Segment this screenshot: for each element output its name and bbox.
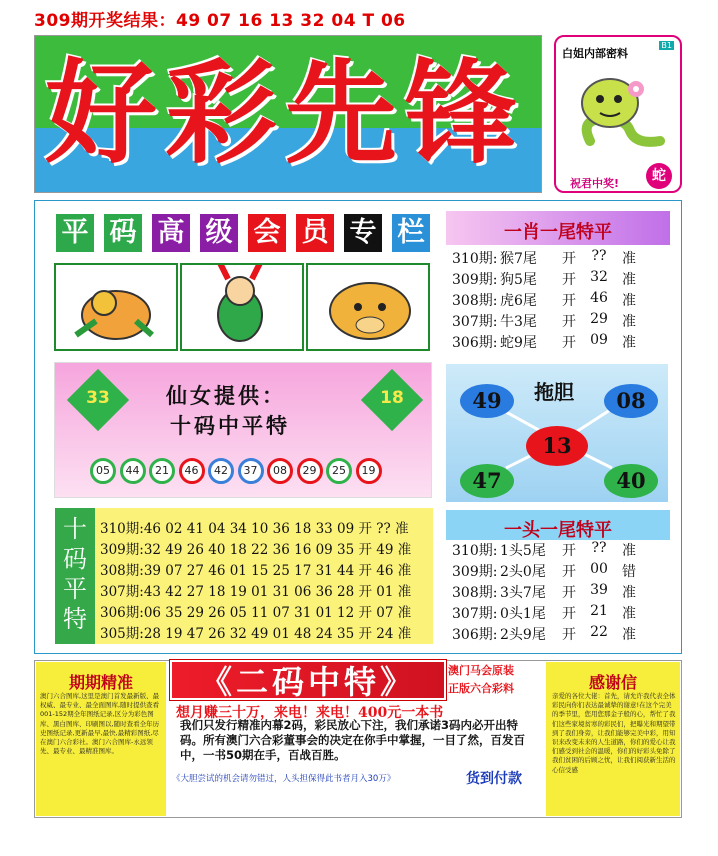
book-body: 我们只发行精准内幕2码，彩民放心下注，我们承诺3码内必开出特码。所有澳门六合彩董事会的决定在你手中掌握，一目了然，百发百中，一书50期在手，百战百胜。 <box>180 718 525 762</box>
row-pick: 2头0尾 <box>500 564 546 580</box>
row-kai: 开 <box>562 606 576 622</box>
left-box-text: 澳门六合图库,这里是澳门首发最新版、最权威、最专业、最全面图库,随时提供查看001-152期全年图纸记录,区分为彩色图库、黑白图库、印刷图以,随时查看全年历史图纸记录,更新最早,最快,最精彩图纸,尽在澳门六合彩社。澳门六合图库-永远领先、最专业、最精准图库。 <box>40 692 160 756</box>
ball-bottom-right: 40 <box>604 464 658 498</box>
side-wish: 祝君中奖! <box>570 177 620 190</box>
row-issue: 308期: <box>452 293 498 309</box>
row-number: 39 <box>590 582 608 598</box>
right-box-text: 亲爱的各位大佬：首先，请允许我代表全体彩民向你们表达最诚挚的谢意!在这个完美的季节里，您用您那金子般的心，帮忙了我们这些家境贫寒的彩民们，把曝光和期望带到了我们身旁，让我们能够完美中彩，用知识来改变未来的人生道路，你们的爱心让我们感受到社会的温暖，你们的好彩头免除了我们贫困的后顾之忧，让我们阅获新生活的心信受感 <box>552 692 676 774</box>
ox-illustration <box>306 263 430 351</box>
row-number: ?? <box>591 540 607 556</box>
book-sub-1: 澳门马会原装 <box>448 664 514 677</box>
row-pick: 3头7尾 <box>500 585 546 601</box>
cash-on-delivery: 货到付款 <box>466 771 522 787</box>
vip-tile: 平 <box>56 214 94 252</box>
vip-tile: 栏 <box>392 214 430 252</box>
row-issue: 306期: <box>452 335 498 351</box>
panel-title: 一肖一尾特平 <box>504 222 612 243</box>
book-title: 《二码中特》 <box>170 660 446 700</box>
row-kai: 开 <box>562 543 576 559</box>
ox-icon <box>308 265 428 349</box>
row-number: 00 <box>590 561 608 577</box>
row-kai: 开 <box>562 585 576 601</box>
row-pick: 1头5尾 <box>500 543 546 559</box>
number-ball: 05 <box>90 458 116 484</box>
number-ball: 08 <box>267 458 293 484</box>
vip-tile: 员 <box>296 214 334 252</box>
row-result: 错 <box>622 564 636 580</box>
row-kai: 开 <box>562 335 576 351</box>
fairy-line-2: 十码中平特 <box>170 413 290 438</box>
ten-code-row: 306期:06 35 29 26 05 11 07 31 01 12 开 07 准 <box>100 605 412 621</box>
side-char: 十 <box>63 515 87 543</box>
row-pick: 0头1尾 <box>500 606 546 622</box>
book-foot: 《大胆尝试的机会请勿错过，人头担保得此书者月入30万》 <box>172 774 396 784</box>
ten-codes-label <box>55 508 95 644</box>
row-kai: 开 <box>562 293 576 309</box>
draw-result-header: 309期开奖结果：49 07 16 13 32 04 T 06 <box>34 11 406 31</box>
row-result: 准 <box>622 293 636 309</box>
side-char: 特 <box>63 605 87 633</box>
row-kai: 开 <box>562 272 576 288</box>
row-result: 准 <box>622 606 636 622</box>
side-char: 码 <box>63 545 87 573</box>
ten-code-row: 305期:28 19 47 26 32 49 01 48 24 35 开 24 准 <box>100 626 412 642</box>
row-number: ?? <box>591 248 607 264</box>
side-label: 白姐内部密料 <box>562 47 628 60</box>
fairy-line-1: 仙女提供： <box>166 383 286 408</box>
number-ball: 42 <box>208 458 234 484</box>
row-pick: 2头9尾 <box>500 627 546 643</box>
row-number: 09 <box>590 332 608 348</box>
number-ball: 46 <box>179 458 205 484</box>
row-result: 准 <box>622 627 636 643</box>
row-result: 准 <box>622 251 636 267</box>
ball-top-left: 49 <box>460 384 514 418</box>
banner-title: 好彩先锋 <box>45 48 525 179</box>
right-box-title: 感谢信 <box>588 673 637 692</box>
number-ball: 29 <box>297 458 323 484</box>
ball-top-right: 08 <box>604 384 658 418</box>
side-tag: B1 <box>661 41 672 50</box>
row-kai: 开 <box>562 251 576 267</box>
diamond-left-number: 33 <box>86 388 110 408</box>
row-pick: 蛇9尾 <box>500 335 537 351</box>
row-number: 32 <box>590 269 608 285</box>
row-kai: 开 <box>562 314 576 330</box>
ten-code-row: 308期:39 07 27 46 01 15 25 17 31 44 开 46 准 <box>100 563 412 579</box>
row-result: 准 <box>622 335 636 351</box>
vip-tile: 专 <box>344 214 382 252</box>
row-issue: 310期: <box>452 543 498 559</box>
number-ball: 19 <box>356 458 382 484</box>
ball-center: 13 <box>526 426 588 466</box>
row-issue: 308期: <box>452 585 498 601</box>
row-issue: 310期: <box>452 251 498 267</box>
row-pick: 牛3尾 <box>500 314 537 330</box>
left-box-title: 期期精准 <box>68 673 133 692</box>
vip-tile: 会 <box>248 214 286 252</box>
side-char: 平 <box>63 575 87 603</box>
row-kai: 开 <box>562 564 576 580</box>
row-result: 准 <box>622 543 636 559</box>
book-sub-2: 正版六合彩料 <box>448 682 514 695</box>
dragon-illustration <box>54 263 178 351</box>
row-issue: 309期: <box>452 272 498 288</box>
number-ball: 44 <box>120 458 146 484</box>
ten-code-row: 309期:32 49 26 40 18 22 36 16 09 35 开 49 准 <box>100 542 412 558</box>
tuodan-title: 拖胆 <box>534 380 574 404</box>
number-ball: 25 <box>326 458 352 484</box>
vip-tile: 高 <box>152 214 190 252</box>
row-pick: 狗5尾 <box>500 272 537 288</box>
row-kai: 开 <box>562 627 576 643</box>
ten-code-row: 307期:43 42 27 18 19 01 31 06 36 28 开 01 准 <box>100 584 412 600</box>
number-ball: 21 <box>149 458 175 484</box>
row-number: 46 <box>590 290 608 306</box>
row-pick: 猴7尾 <box>500 251 537 267</box>
vip-tile: 码 <box>104 214 142 252</box>
number-ball: 37 <box>238 458 264 484</box>
row-number: 29 <box>590 311 608 327</box>
row-pick: 虎6尾 <box>500 293 537 309</box>
ten-code-row: 310期:46 02 41 04 34 10 36 18 33 09 开 ?? 准 <box>100 521 409 537</box>
row-number: 22 <box>590 624 608 640</box>
book-slogan: 想月赚三十万，来电！来电！400元一本书 <box>176 705 444 721</box>
side-card <box>554 35 682 193</box>
row-issue: 307期: <box>452 606 498 622</box>
row-result: 准 <box>622 272 636 288</box>
diamond-right-number: 18 <box>380 388 404 408</box>
row-issue: 309期: <box>452 564 498 580</box>
ball-bottom-left: 47 <box>460 464 514 498</box>
row-number: 21 <box>590 603 608 619</box>
row-result: 准 <box>622 585 636 601</box>
rabbit-icon <box>182 265 302 349</box>
rabbit-illustration <box>180 263 304 351</box>
zodiac-badge: 蛇 <box>646 163 672 189</box>
title-banner <box>34 35 542 193</box>
panel-title: 一头一尾特平 <box>504 520 612 541</box>
vip-tile: 级 <box>200 214 238 252</box>
snake-mascot-icon <box>570 61 670 161</box>
row-issue: 307期: <box>452 314 498 330</box>
dragon-icon <box>56 265 176 349</box>
row-issue: 306期: <box>452 627 498 643</box>
tuodan-panel <box>446 364 668 502</box>
row-result: 准 <box>622 314 636 330</box>
